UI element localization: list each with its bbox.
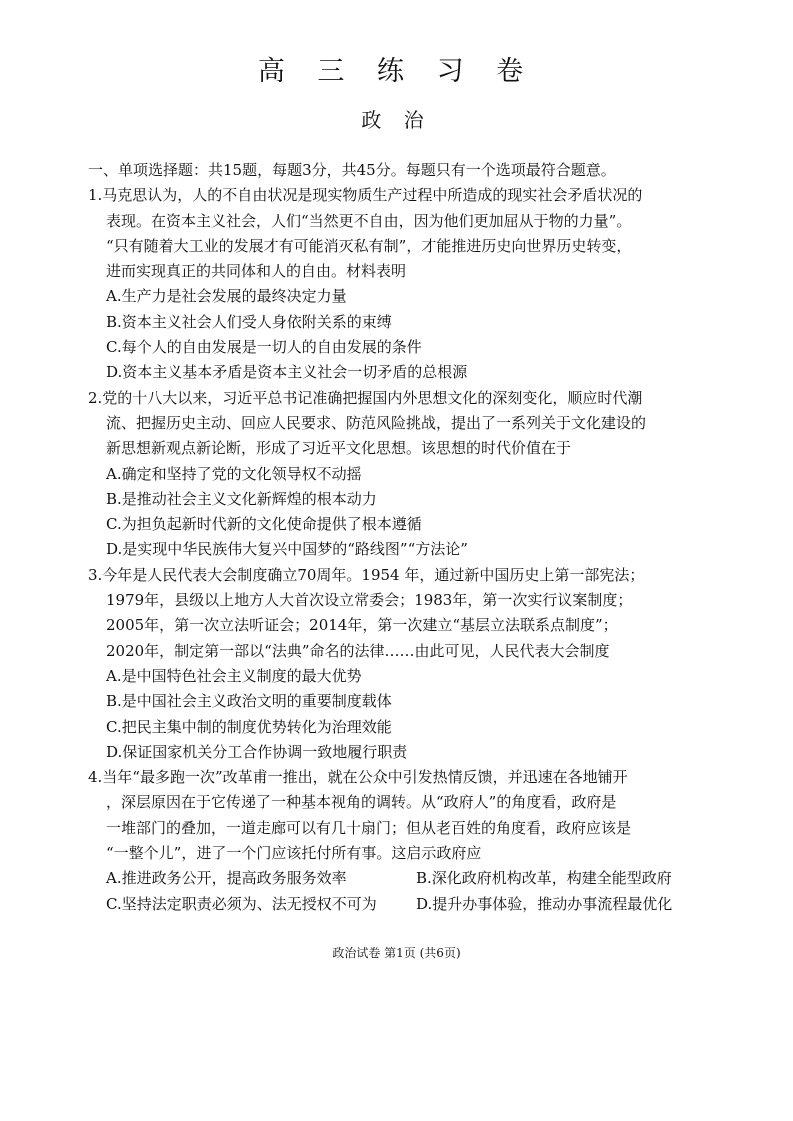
option-row xyxy=(88,892,720,917)
question-4 xyxy=(88,765,720,917)
subject-title: 政 治 xyxy=(361,108,432,132)
option-a: A.推进政务公开，提高政务服务效率 xyxy=(106,869,347,888)
question-stem-line: 2.党的十八大以来，习近平总书记准确把握国内外思想文化的深刻变化，顺应时代潮 xyxy=(88,388,643,407)
question-3 xyxy=(88,563,720,765)
question-stem-line: “一整个儿”，进了一个门应该托付所有事。这启示政府应 xyxy=(106,844,482,863)
question-1 xyxy=(88,183,720,385)
option-d: D.保证国家机关分工合作协调一致地履行职责 xyxy=(106,742,408,761)
question-stem-line: 2020年，制定第一部以“法典”命名的法律……由此可见，人民代表大会制度 xyxy=(106,641,610,660)
option-d: D.提升办事体验，推动办事流程最优化 xyxy=(416,894,673,913)
question-stem-line: 表现。在资本主义社会，人们“当然更不自由，因为他们更加屈从于物的力量”。 xyxy=(106,211,632,230)
question-2 xyxy=(88,386,720,563)
question-stem-line: ，深层原因在于它传递了一种基本视角的调转。从“政府人”的角度看，政府是 xyxy=(106,793,617,812)
question-content xyxy=(88,158,720,917)
question-stem-line: “只有随着大工业的发展才有可能消灭私有制”，才能推进历史向世界历史转变， xyxy=(106,236,632,255)
option-c: C.把民主集中制的制度优势转化为治理效能 xyxy=(106,717,392,736)
question-stem-line: 1.马克思认为，人的不自由状况是现实物质生产过程中所造成的现实社会矛盾状况的 xyxy=(88,186,643,205)
option-c: C.为担负起新时代新的文化使命提供了根本遵循 xyxy=(106,515,422,534)
question-stem-line: 流、把握历史主动、回应人民要求、防范风险挑战，提出了一系列关于文化建设的 xyxy=(106,413,647,432)
question-stem-line: 3.今年是人民代表大会制度确立70周年。1954 年，通过新中国历史上第一部宪法； xyxy=(88,565,645,584)
section-heading: 一、单项选择题：共15题，每题3分，共45分。每题只有一个选项最符合题意。 xyxy=(88,161,616,179)
option-d: D.资本主义基本矛盾是资本主义社会一切矛盾的总根源 xyxy=(106,363,468,382)
option-a: A.是中国特色社会主义制度的最大优势 xyxy=(106,666,362,685)
page-footer: 政治试卷 第1页 (共6页) xyxy=(332,946,461,960)
option-row xyxy=(88,866,720,891)
question-stem-line: 1979年，县级以上地方人大首次设立常委会；1983年，第一次实行议案制度； xyxy=(106,591,633,610)
option-b: B.是推动社会主义文化新辉煌的根本动力 xyxy=(106,489,377,508)
question-stem-line: 一堆部门的叠加，一道走廊可以有几十扇门；但从老百姓的角度看，政府应该是 xyxy=(106,818,632,837)
option-d: D.是实现中华民族伟大复兴中国梦的“路线图”“方法论” xyxy=(106,540,468,559)
question-stem-line: 4.当年“最多跑一次”改革甫一推出，就在公众中引发热情反馈，并迅速在各地铺开 xyxy=(88,768,628,787)
option-a: A.确定和坚持了党的文化领导权不动摇 xyxy=(106,464,362,483)
option-b: B.资本主义社会人们受人身依附关系的束缚 xyxy=(106,312,392,331)
question-stem-line: 进而实现真正的共同体和人的自由。材料表明 xyxy=(106,262,407,281)
option-a: A.生产力是社会发展的最终决定力量 xyxy=(106,287,347,306)
option-c: C.坚持法定职责必须为、法无授权不可为 xyxy=(106,894,377,913)
page-title: 高 三 练 习 卷 xyxy=(257,56,536,87)
question-stem-line: 2005年，第一次立法听证会；2014年，第一次建立“基层立法联系点制度”； xyxy=(106,616,618,635)
option-b: B.深化政府机构改革，构建全能型政府 xyxy=(416,869,672,888)
option-b: B.是中国社会主义政治文明的重要制度载体 xyxy=(106,692,392,711)
option-c: C.每个人的自由发展是一切人的自由发展的条件 xyxy=(106,338,422,357)
question-stem-line: 新思想新观点新论断，形成了习近平文化思想。该思想的时代价值在于 xyxy=(106,439,572,458)
